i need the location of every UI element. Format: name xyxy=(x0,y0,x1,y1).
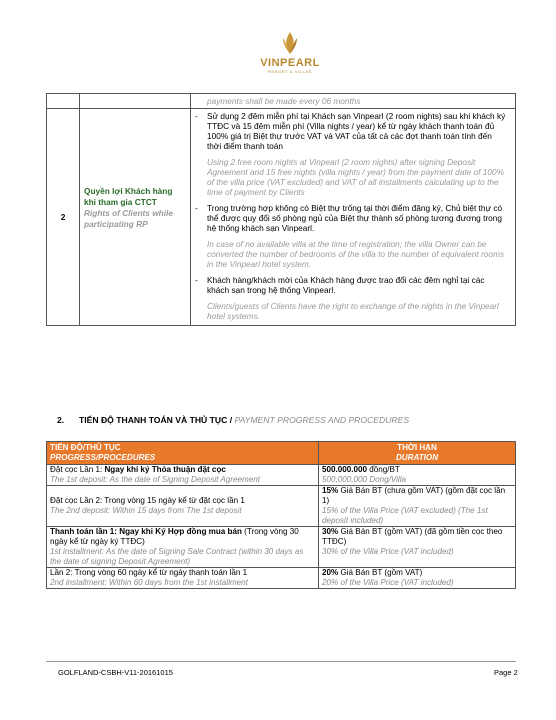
footer-doc-code: GOLFLAND-CSBH-V11-20161015 xyxy=(58,668,173,677)
section-title-vn: TIẾN ĐỘ THANH TOÁN VÀ THỦ TỤC / xyxy=(79,415,233,425)
logo-tagline: RESORT & VILLAS xyxy=(268,69,312,74)
row-en: 2nd installment: Within 60 days from the 1st installment xyxy=(50,578,248,587)
header-duration: THỜI HẠN DURATION xyxy=(319,442,516,465)
table-row: Đặt cọc Lần 2: Trong vòng 15 ngày kể từ đặt cọc lần 1 The 2nd deposit: Within 15 days from The 1st deposit 15% Giá Bán BT (chưa gồm VAT) (gồm đặt cọc lần 1) 15% of the Villa Price (VAT excluded) (The 1st deposit included) xyxy=(47,486,516,527)
prev-row xyxy=(47,94,516,109)
vinpearl-logo xyxy=(250,30,330,74)
rights-item-vn: Trong trường hợp không có Biệt thự trống tại thời điểm đăng ký, Chủ biệt thự có thể được quy đổi số phòng ngủ của Biệt thự thành số phòng tương đương trong hệ thống khách sạn Vinpearl. xyxy=(207,203,503,233)
payment-table xyxy=(46,441,516,589)
table-row: Thanh toán lần 1: Ngay khi Ký Hợp đồng mua bán (Trong vòng 30 ngày kể từ ngày ký TTĐC) 1st installment: As the date of Signing Sale Contract (within 30 days as the date of signing Deposit Agreement) 30% Giá Bán BT (gồm VAT) (đã gồm tiền cọc theo TTĐC) 30% of the Villa Price (VAT included) xyxy=(47,527,516,568)
rights-item: - Trong trường hợp không có Biệt thự trống tại thời điểm đăng ký, Chủ biệt thự có thể được quy đổi số phòng ngủ của Biệt thự thành số phòng tương đương trong hệ thống khách sạn Vinpearl. xyxy=(195,203,507,239)
section-heading xyxy=(57,415,409,425)
table-row: Lần 2: Trong vòng 60 ngày kể từ ngày thanh toán lần 1 2nd installment: Within 60 days from the 1st installment 20% Giá Bán BT (gồm VAT) 20% of the Villa Price (VAT included) xyxy=(47,568,516,589)
section-title-en: PAYMENT PROGRESS AND PROCEDURES xyxy=(234,415,410,425)
header-progress: TIẾN ĐỘ/THỦ TỤC PROGRESS/PROCEDURES xyxy=(47,442,319,465)
rights-item: - Sử dụng 2 đêm miễn phí tại Khách sạn Vinpearl (2 room nights) sau khi khách ký TTĐC và 15 đêm miễn phí (Villa nights / year) kể từ ngày khách thanh toán đủ 100% giá trị Biệt thự trước VAT và VAT của tất cả các đợt thanh toán tính đến thời điểm thanh toán xyxy=(195,111,506,151)
row-en: The 2nd deposit: Within 15 days from The 1st deposit xyxy=(50,506,242,515)
rights-title-en: Rights of Clients while participating RP xyxy=(84,208,173,229)
row-en: The 1st deposit: As the date of Signing Deposit Agreement xyxy=(50,475,260,484)
rights-item-vn: Sử dụng 2 đêm miễn phí tại Khách sạn Vinpearl (2 room nights) sau khi khách ký TTĐC và 15 đêm miễn phí (Villa nights / year) kể từ ngày khách thanh toán đủ 100% giá trị Biệt thự trước VAT và VAT của tất cả các đợt thanh toán tính đến thời điểm thanh toán xyxy=(207,111,506,151)
rights-item: - Khách hàng/khách mời của Khách hàng được trao đổi các đêm nghỉ tại các khách sạn trong hệ thống Vinpearl. xyxy=(195,275,507,301)
vinpearl-emblem-icon xyxy=(277,30,303,56)
row-en: 1st installment: As the date of Signing Sale Contract (within 30 days as the date of signing Deposit Agreement) xyxy=(50,547,304,566)
logo-brand: VINPEARL xyxy=(260,57,320,69)
rights-item-en: Using 2 free room nights at Vinpearl (2 room nights) after signing Deposit Agreement and 15 free nights (villa nights / year) from the payment date of 100% of the villa price (VAT excluded) and VAT of all installments calculating up to the time of payment by Clients xyxy=(207,157,505,197)
rights-item-en: Clients/guests of Clients have the right to exchange of the nights in the Vinpearl hotel systems. xyxy=(207,301,499,321)
rights-item-vn: Khách hàng/khách mời của Khách hàng được trao đổi các đêm nghỉ tại các khách sạn trong hệ thống Vinpearl. xyxy=(207,275,485,295)
footer-page-number: Page 2 xyxy=(494,668,518,677)
row-number: 2 xyxy=(47,109,80,326)
rights-item-en: In case of no available villa at the time of registration; the villa Owner can be converted the number of bedrooms of the villa to the number of equivalent rooms in the Vinpearl hotel system. xyxy=(207,239,505,269)
rights-table xyxy=(46,93,516,326)
section-number: 2. xyxy=(57,415,65,425)
rights-title-vn: Quyền lợi Khách hàng khi tham gia CTCT xyxy=(84,186,173,207)
footer-divider xyxy=(46,661,516,662)
rights-row xyxy=(47,109,516,326)
prev-row-text: payments shall be made every 06 months xyxy=(207,96,361,106)
table-row: Đặt cọc Lần 1: Ngay khi ký Thỏa thuận đặt cọc The 1st deposit: As the date of Signing Deposit Agreement 500.000.000 đồng/BT 500,000,000 Dong/Villa xyxy=(47,465,516,486)
payment-table-header xyxy=(47,442,516,465)
